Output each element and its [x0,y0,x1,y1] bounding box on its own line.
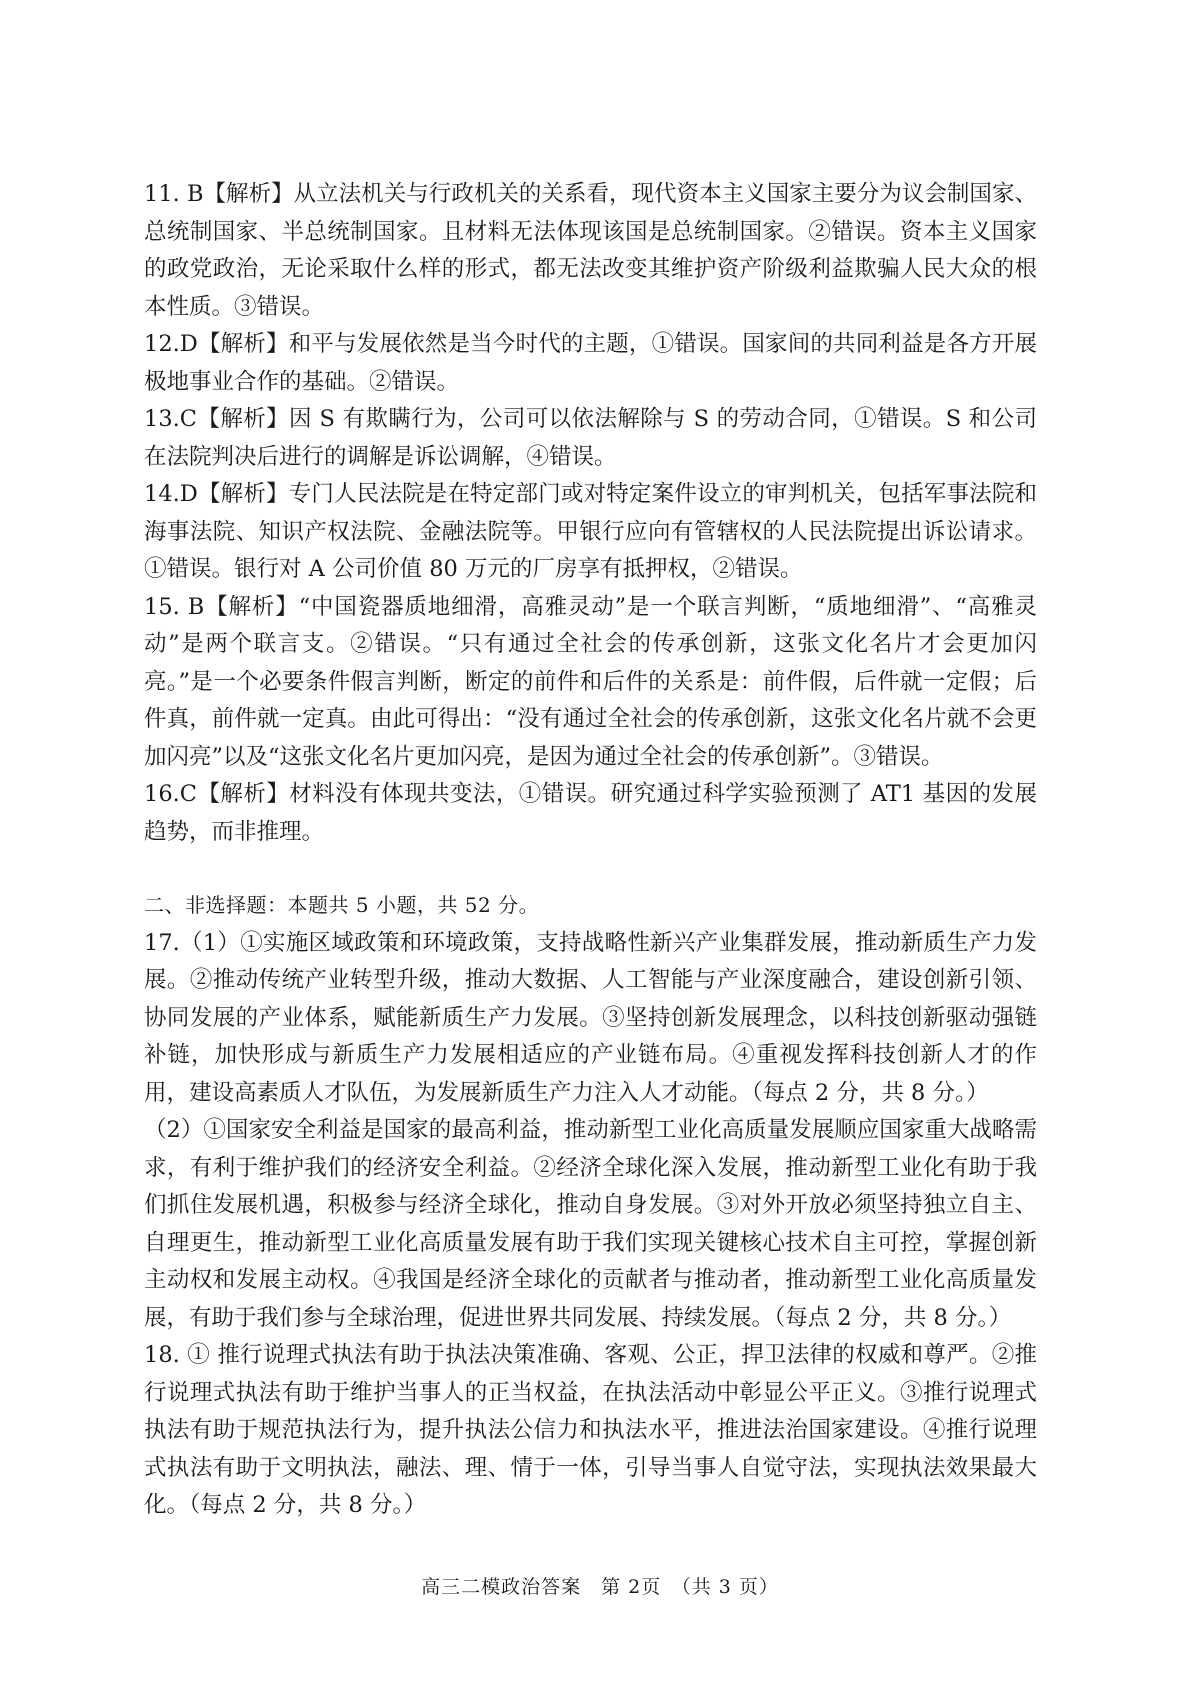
page-footer: 高三二模政治答案 第 2页 （共 3 页） [421,1576,779,1598]
answer-18: 18. ① 推行说理式执法有助于执法决策准确、客观、公正，捍卫法律的权威和尊严。②推行说理式执法有助于维护当事人的正当权益，在执法活动中彰显公平正义。③推行说理式执法有助于规范执法行为，提升执法公信力和执法水平，推进法治国家建设。④推行说理式执法有助于文明执法，融法、理、情于一体，引导当事人自觉守法，实现执法效果最大化。（每点 2 分，共 8 分。） [144,1342,1037,1518]
non-choice-answers-section [144,925,1037,1525]
answer-14: 14.D【解析】专门人民法院是在特定部门或对特定案件设立的审判机关，包括军事法院和海事法院、知识产权法院、金融法院等。甲银行应向有管辖权的人民法院提出诉讼请求。①错误。银行对 A 公司价值 80 万元的厂房享有抵押权，②错误。 [144,481,1037,582]
answer-13: 13.C【解析】因 S 有欺瞒行为，公司可以依法解除与 S 的劳动合同，①错误。S 和公司在法院判决后进行的调解是诉讼调解，④错误。 [144,406,1037,470]
answer-17-part1: 17.（1）①实施区域政策和环境政策，支持战略性新兴产业集群发展，推动新质生产力发展。②推动传统产业转型升级，推动大数据、人工智能与产业深度融合，建设创新引领、协同发展的产业体系，赋能新质生产力发展。③坚持创新发展理念，以科技创新驱动强链补链，加快形成与新质生产力发展相适应的产业链布局。④重视发挥科技创新人才的作用，建设高素质人才队伍，为发展新质生产力注入人才动能。（每点 2 分，共 8 分。） [144,929,1037,1106]
choice-answers-section [144,176,1037,851]
answer-15: 15. B【解析】“中国瓷器质地细滑，高雅灵动”是一个联言判断，“质地细滑”、“高雅灵动”是两个联言支。②错误。“只有通过全社会的传承创新，这张文化名片才会更加闪亮。”是一个必要条件假言判断，断定的前件和后件的关系是：前件假，后件就一定假；后件真，前件就一定真。由此可得出：“没有通过全社会的传承创新，这张文化名片就不会更加闪亮”以及“这张文化名片更加闪亮，是因为通过全社会的传承创新”。③错误。 [144,593,1037,770]
answer-17-part2: （2）①国家安全利益是国家的最高利益，推动新型工业化高质量发展顺应国家重大战略需求，有利于维护我们的经济安全利益。②经济全球化深入发展，推动新型工业化有助于我们抓住发展机遇，积极参与经济全球化，推动自身发展。③对外开放必须坚持独立自主、自理更生，推动新型工业化高质量发展有助于我们实现关键核心技术自主可控，掌握创新主动权和发展主动权。④我国是经济全球化的贡献者与推动者，推动新型工业化高质量发展，有助于我们参与全球治理，促进世界共同发展、持续发展。（每点 2 分，共 8 分。） [144,1117,1037,1331]
page-content [144,176,1037,1525]
answer-12: 12.D【解析】和平与发展依然是当今时代的主题，①错误。国家间的共同利益是各方开展极地事业合作的基础。②错误。 [144,331,1037,395]
answer-16: 16.C【解析】材料没有体现共变法，①错误。研究通过科学实验预测了 AT1 基因的发展趋势，而非推理。 [144,781,1037,845]
answer-11: 11. B【解析】从立法机关与行政机关的关系看，现代资本主义国家主要分为议会制国家、总统制国家、半总统制国家。且材料无法体现该国是总统制国家。②错误。资本主义国家的政党政治，无论采取什么样的形式，都无法改变其维护资产阶级利益欺骗人民大众的根本性质。③错误。 [144,181,1037,320]
section-heading-non-choice: 二、非选择题：本题共 5 小题，共 52 分。 [144,893,540,917]
